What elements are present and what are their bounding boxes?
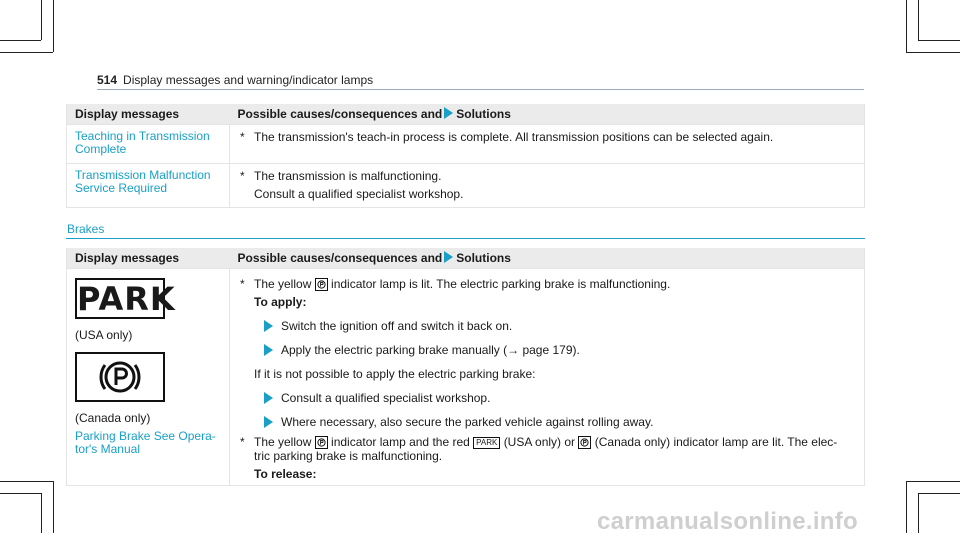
col-header-causes	[230, 248, 865, 269]
crop-mark	[906, 481, 960, 482]
cause-text: The yellow	[254, 277, 312, 291]
crop-mark	[918, 40, 960, 41]
asterisk-icon: *	[240, 130, 245, 144]
crop-mark	[918, 493, 919, 533]
message-cell	[67, 269, 230, 486]
cause-text: The transmission's teach-in process is complete. All transmission positions can be selected again.	[254, 130, 774, 144]
message-text: Teaching in Transmission Complete	[75, 129, 210, 156]
parking-brake-mini-icon	[315, 278, 328, 291]
page-title: Display messages and warning/indicator lamps	[123, 73, 374, 87]
crop-mark	[53, 481, 54, 533]
action-text: Switch the ignition off and switch it back on.	[281, 319, 513, 333]
action-step	[238, 415, 856, 429]
cause-text: (USA only) or	[503, 435, 576, 449]
asterisk-icon: *	[240, 169, 245, 183]
col-header-text: Possible causes/consequences and	[237, 251, 443, 265]
crop-mark	[918, 0, 919, 40]
arrow-right-icon	[444, 107, 453, 119]
crop-mark	[53, 0, 54, 52]
cause-text: indicator lamp is lit. The electric parking brake is malfunctioning.	[331, 277, 671, 291]
page-header	[97, 73, 373, 87]
header-divider	[97, 89, 864, 90]
cause-text: The transmission is malfunctioning.	[254, 169, 442, 183]
parking-brake-indicator-icon	[75, 352, 165, 402]
parking-brake-mini-icon	[578, 436, 591, 449]
crop-mark	[0, 52, 53, 53]
asterisk-icon: *	[240, 277, 245, 291]
message-text	[75, 430, 221, 456]
crop-mark	[0, 40, 41, 41]
crop-mark	[0, 481, 53, 482]
col-header-display-messages: Display messages	[67, 104, 230, 125]
col-header-solutions: Solutions	[456, 251, 511, 265]
cause-text: (Canada only) indicator lamp are lit. The elec-	[594, 435, 838, 449]
message-cell	[67, 164, 230, 208]
to-release-heading: To release:	[254, 467, 317, 479]
asterisk-icon: *	[240, 435, 245, 449]
col-header-causes	[230, 104, 865, 125]
action-step	[238, 319, 856, 333]
table-row	[67, 164, 865, 208]
watermark: carmanualsonline.info	[597, 508, 859, 535]
cause-text: The yellow	[254, 435, 312, 449]
message-text: Transmission Malfunction Service Required	[75, 168, 211, 195]
section-divider	[66, 238, 865, 239]
crop-mark	[918, 493, 960, 494]
action-step	[238, 343, 856, 357]
message-line: tor's Manual	[75, 442, 140, 456]
action-text: Apply the electric parking brake manually (→ page 179).	[281, 343, 580, 357]
park-indicator-icon: PARK	[77, 280, 176, 318]
bullet-line	[238, 277, 856, 291]
page-number: 514	[97, 73, 118, 87]
crop-mark	[41, 0, 42, 40]
message-cell	[67, 125, 230, 164]
table-header-row	[67, 248, 865, 269]
crop-mark	[906, 52, 960, 53]
canada-only-label: (Canada only)	[75, 411, 151, 425]
cause-cell	[230, 269, 865, 486]
to-apply-heading: To apply:	[254, 295, 307, 309]
arrow-right-icon	[444, 251, 453, 263]
cause-cell	[230, 125, 865, 164]
crop-mark	[0, 493, 41, 494]
bullet-line	[238, 130, 856, 144]
arrow-right-icon	[264, 392, 273, 404]
cause-text: tric parking brake is malfunctioning.	[254, 449, 443, 463]
if-not-text: If it is not possible to apply the electric parking brake:	[254, 367, 536, 381]
parking-brake-mini-icon	[315, 436, 328, 449]
parking-p-circle-icon	[97, 357, 143, 397]
col-header-solutions: Solutions	[456, 107, 511, 121]
cause-cell	[230, 164, 865, 208]
action-text: Consult a qualified specialist workshop.	[281, 391, 491, 405]
park-mini-icon: PARK	[473, 437, 500, 449]
crop-mark	[906, 481, 907, 533]
table-row	[67, 269, 865, 486]
bullet-line	[238, 169, 856, 183]
brakes-messages-table	[66, 248, 865, 486]
col-header-text: Possible causes/consequences and	[237, 107, 443, 121]
col-header-display-messages: Display messages	[67, 248, 230, 269]
crop-mark	[41, 493, 42, 533]
crop-mark	[906, 0, 907, 52]
arrow-right-icon	[264, 344, 273, 356]
action-text: Where necessary, also secure the parked vehicle against rolling away.	[281, 415, 654, 429]
arrow-right-icon	[264, 320, 273, 332]
bullet-line	[238, 435, 856, 463]
message-line: Parking Brake See Opera-	[75, 429, 216, 443]
action-step	[238, 391, 856, 405]
arrow-right-icon	[264, 416, 273, 428]
section-title: Brakes	[67, 222, 105, 236]
table-header-row	[67, 104, 865, 125]
table-row	[67, 125, 865, 164]
usa-only-label: (USA only)	[75, 328, 133, 342]
cause-text: indicator lamp and the red	[331, 435, 470, 449]
cause-continuation: Consult a qualified specialist workshop.	[254, 187, 464, 201]
transmission-messages-table	[66, 104, 865, 208]
